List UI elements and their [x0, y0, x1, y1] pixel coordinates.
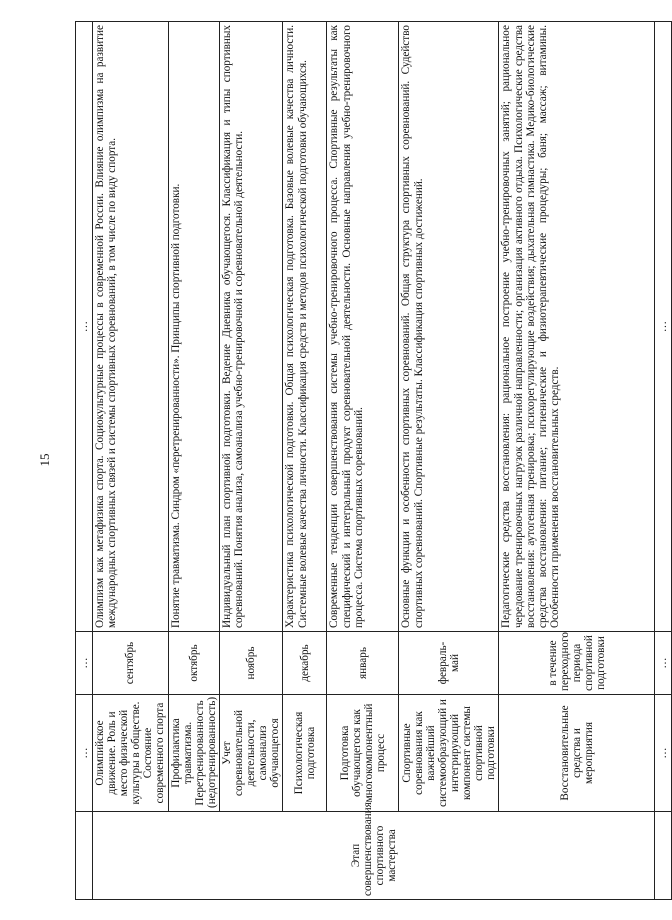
topic-cell: Подготовка обучающегося как многокомпонентный процесс — [327, 695, 399, 812]
content-cell: Характеристика психологической подготовки. Общая психологическая подготовка. Базовые волевые качества личности. Системные волевые качества личности. Классификация средств и методов психологической подготовки обучающихся. — [283, 22, 327, 632]
ellipsis-mark: … — [655, 22, 672, 632]
table-row — [219, 22, 282, 900]
period-cell: в течение переходного периода спортивной подготовки — [499, 632, 655, 695]
period-cell: ноябрь — [219, 632, 282, 695]
ellipsis-mark: … — [655, 632, 672, 695]
table-row — [168, 22, 219, 900]
content-cell: Современные тенденции совершенствования системы учебно-тренировочного процесса. Спортивные результаты как специфический и интегральный продукт соревновательной деятельности. Основные направления учебно-тренировочного процесса. Система спортивных соревнований. — [327, 22, 399, 632]
table-row — [93, 22, 169, 900]
rotated-table-frame — [75, 22, 670, 900]
stage-cell: Этап совершенствования спортивного мастерства — [93, 812, 655, 900]
period-cell: февраль-май — [399, 632, 499, 695]
content-cell: Олимпизм как метафизика спорта. Социокультурные процессы в современной России. Влияние олимпизма на развитие международных спортивных связей и системы спортивных соревнований, в том числе по виду спорта. — [93, 22, 169, 632]
period-cell: декабрь — [283, 632, 327, 695]
content-cell: Педагогические средства восстановления: рациональное построение учебно-тренировочных занятий; рациональное чередование тренировочных нагрузок различной направленности; организация активного отдыха. Психологические средства восстановления: аутогенная тренировка; психорегулирующие воздействия; дыхательная гимнастика. Медико-биологические средства восстановления: питание; гигиенические и физиотерапевтические процедуры; баня; массаж; витамины. Особенности применения восстановительных средств. — [499, 22, 655, 632]
content-cell: Основные функции и особенности спортивных соревнований. Общая структура спортивных соревнований. Судейство спортивных соревнований. Спортивные результаты. Классификация спортивных достижений. — [399, 22, 499, 632]
ellipsis-mark: … — [76, 695, 93, 812]
content-cell: Понятие травматизма. Синдром «перетренированности». Принципы спортивной подготовки. — [168, 22, 219, 632]
period-cell: сентябрь — [93, 632, 169, 695]
period-cell: октябрь — [168, 632, 219, 695]
topic-cell: Восстановительные средства и мероприятия — [499, 695, 655, 812]
table-row-ellipsis-bottom — [655, 22, 672, 900]
topic-cell: Олимпийское движение. Роль и место физической культуры в обществе. Состояние современного спорта — [93, 695, 169, 812]
table-cell — [655, 812, 672, 900]
ellipsis-mark: … — [76, 22, 93, 632]
content-cell: Индивидуальный план спортивной подготовки. Ведение Дневника обучающегося. Классификация и типы спортивных соревнований. Понятия анализа, самоанализа учебно-тренировочной и соревновательной деятельности. — [219, 22, 282, 632]
topic-cell: Психологическая подготовка — [283, 695, 327, 812]
table-row — [283, 22, 327, 900]
table-row — [399, 22, 499, 900]
table-row — [327, 22, 399, 900]
program-table — [75, 21, 672, 900]
table-row-ellipsis-top — [76, 22, 93, 900]
page-number: 15 — [37, 453, 52, 467]
topic-cell: Профилактика травматизма. Перетренированность (недотренированность) — [168, 695, 219, 812]
topic-cell: Учет соревновательной деятельности, самоанализ обучающегося — [219, 695, 282, 812]
rotated-table-area — [75, 22, 670, 900]
table-row — [499, 22, 655, 900]
ellipsis-mark: … — [655, 695, 672, 812]
topic-cell: Спортивные соревнования как важнейший системообразующий и интегрирующий компонент системы спортивной подготовки — [399, 695, 499, 812]
period-cell: январь — [327, 632, 399, 695]
ellipsis-mark: … — [76, 632, 93, 695]
table-cell — [76, 812, 93, 900]
